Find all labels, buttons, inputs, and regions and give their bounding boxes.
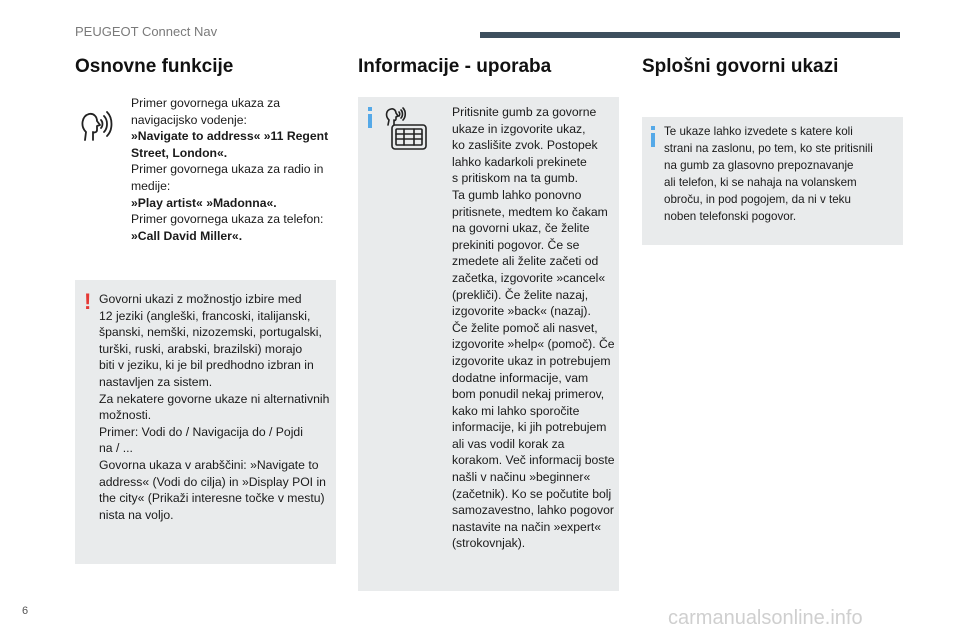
text-line: obroču, in pod pogojem, da ni v teku: [664, 193, 851, 206]
text-line: Primer govornega ukaza za radio in: [131, 162, 324, 177]
text-line: biti v jeziku, ki je bil predhodno izbran in: [99, 358, 314, 373]
text-line: [131, 128, 328, 145]
text-line: možnosti.: [99, 408, 152, 423]
text-line: izgovorite »back« (nazaj).: [452, 304, 591, 319]
text-line: ukaze in izgovorite ukaz,: [452, 121, 586, 136]
text-line: »Call David Miller«.: [131, 228, 243, 243]
text-line: strani na zaslonu, po tem, ko ste pritisnili: [664, 142, 873, 155]
text-line: medije:: [131, 178, 171, 193]
basic-examples: [131, 95, 328, 244]
text-line: pritisnete, medtem ko čakam: [452, 204, 608, 219]
text-line: samozavestno, lahko pogovor: [452, 503, 614, 518]
text-line: španski, nemški, nizozemski, portugalski,: [99, 325, 322, 340]
text-line: nista na voljo.: [99, 507, 174, 522]
info-icon: [651, 133, 655, 147]
text-line: »Play artist« »Madonna«.: [131, 195, 277, 210]
text-line: lahko kadarkoli prekinete: [452, 154, 587, 169]
text-line: the city« (Prikaži interesne točke v mestu): [99, 491, 325, 506]
text-line: na gumb za glasovno prepoznavanje: [664, 159, 854, 172]
text-line: Pritisnite gumb za govorne: [452, 105, 597, 119]
steering-voice-button-icon: [384, 105, 430, 151]
text-line: izgovorite »help« (pomoč). Če: [452, 337, 615, 352]
text-line: Primer govornega ukaza za: [131, 96, 281, 110]
column-title-basic: Osnovne funkcije: [75, 56, 234, 77]
text-line: s pritiskom na ta gumb.: [452, 171, 578, 186]
info-text: [452, 104, 615, 552]
text-line: korakom. Več informacij boste: [452, 453, 615, 468]
info-icon: [368, 114, 372, 128]
text-line: turški, ruski, arabski, brazilski) morajo: [99, 341, 303, 356]
text-line: navigacijsko vodenje:: [131, 112, 247, 127]
text-line: na / ...: [99, 441, 133, 456]
text-line: Primer govornega ukaza za telefon:: [131, 212, 324, 227]
text-line: Govorna ukaza v arabščini: »Navigate to: [99, 457, 319, 472]
text-line: ali vas vodil korak za: [452, 436, 565, 451]
text-line: ali telefon, ki se nahaja na volanskem: [664, 176, 857, 189]
text-line: 12 jeziki (angleški, francoski, italijanski,: [99, 308, 311, 323]
column-title-general: Splošni govorni ukazi: [642, 56, 839, 77]
text-line: address« (Vodi do cilja) in »Display POI in: [99, 474, 326, 489]
text-line: nastavite na način »expert«: [452, 519, 602, 534]
header-bar: [480, 32, 900, 38]
text-bold: « »11 Regent: [253, 129, 329, 144]
text-line: začetka, izgovorite »cancel«: [452, 270, 606, 285]
header-title: PEUGEOT Connect Nav: [75, 24, 218, 39]
text-line: Ta gumb lahko ponovno: [452, 187, 582, 202]
watermark: carmanualsonline.info: [668, 607, 863, 629]
text-line: dodatne informacije, vam: [452, 370, 589, 385]
text-bold: »Navigate to address: [131, 129, 254, 144]
text-line: noben telefonski pogovor.: [664, 210, 797, 223]
text-line: izgovorite ukaz in potrebujem: [452, 353, 611, 368]
text-line: prekiniti pogovor. Če se: [452, 237, 580, 252]
text-line: (začetnik). Ko se počutite bolj: [452, 486, 612, 501]
general-text: [664, 123, 873, 225]
text-line: Street, London«.: [131, 145, 228, 160]
text-line: Za nekatere govorne ukaze ni alternativnih: [99, 391, 330, 406]
text-line: (prekliči). Če želite nazaj,: [452, 287, 589, 302]
exclamation-icon: !: [84, 289, 92, 314]
text-line: našli v načinu »beginner«: [452, 470, 591, 485]
text-line: informacije, ki jih potrebujem: [452, 420, 607, 435]
page-number: 6: [22, 605, 29, 617]
text-line: Govorni ukazi z možnostjo izbire med: [99, 292, 302, 306]
text-line: nastavljen za sistem.: [99, 374, 213, 389]
warning-text: [99, 291, 329, 523]
text-line: na govorni ukaz, če želite: [452, 221, 590, 236]
column-title-info: Informacije - uporaba: [358, 56, 552, 77]
text-line: Te ukaze lahko izvedete s katere koli: [664, 125, 853, 138]
text-line: ko zaslišite zvok. Postopek: [452, 138, 598, 153]
text-line: bom ponudil nekaj primerov,: [452, 387, 605, 402]
text-line: Če želite pomoč ali nasvet,: [452, 320, 598, 335]
text-line: (strokovnjak).: [452, 536, 526, 551]
voice-command-icon: [76, 104, 116, 144]
text-line: kako mi lahko sporočite: [452, 403, 580, 418]
text-line: zmedete ali želite začeti od: [452, 254, 599, 269]
text-line: Primer: Vodi do / Navigacija do / Pojdi: [99, 424, 303, 439]
